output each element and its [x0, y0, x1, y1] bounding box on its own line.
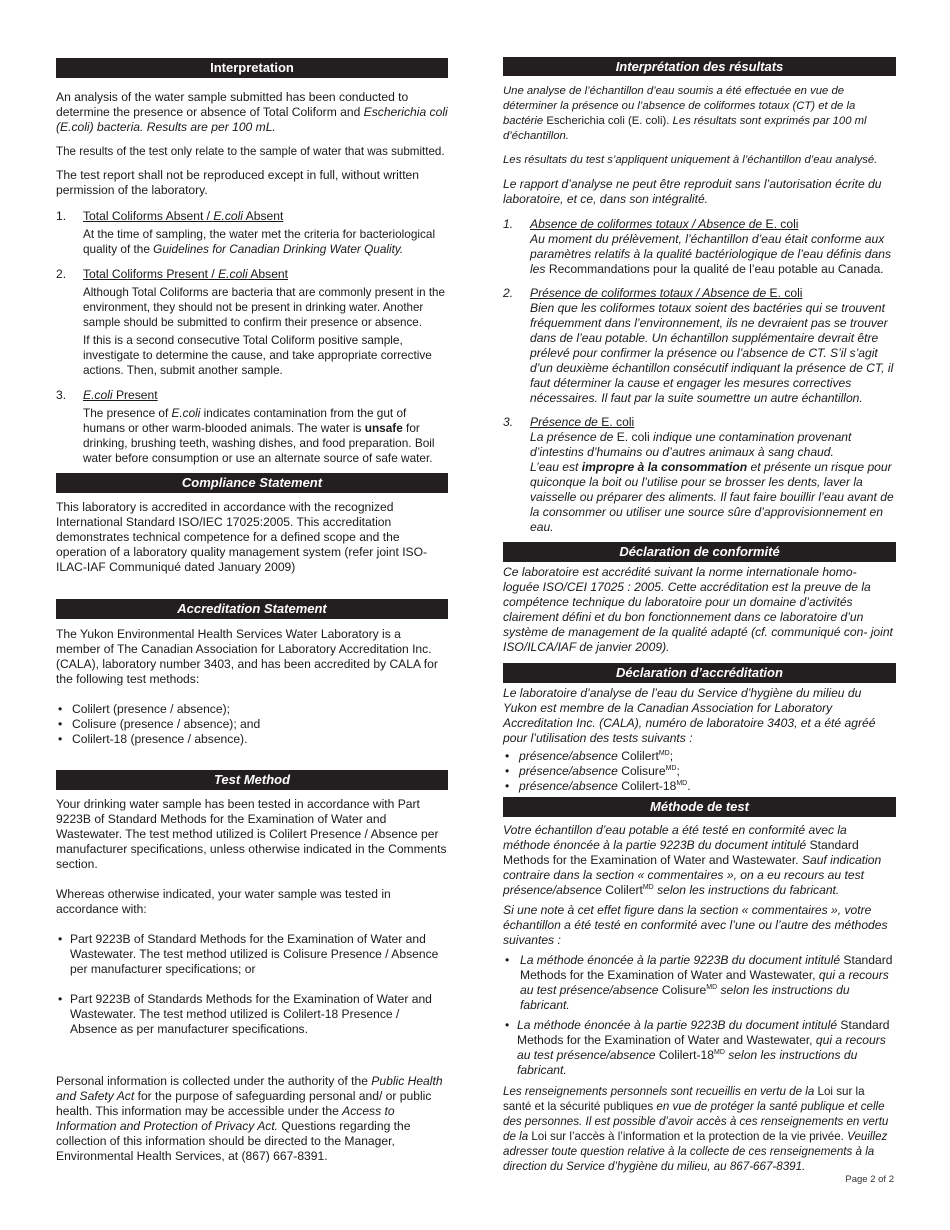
list-item-text: Colilert — [617, 749, 659, 763]
list-item — [503, 1018, 896, 1078]
desc-text: Recommandations pour la qualité de l’eau potable au Canada. — [545, 262, 884, 276]
privacy-notice — [56, 1074, 448, 1164]
privacy-text: Questions regarding the collection of this information should be directed to the Manager, Environmental Health Services, at (867) 667-8391. — [56, 1119, 411, 1163]
act-name: Public Health and Safety Act — [56, 1074, 443, 1103]
fr-text: Les renseignements personnels sont recueillis en vertu de la — [503, 1085, 815, 1098]
fr-text: Sauf indication contraire dans la section « commentaires », on a eu recours au test présence/absence — [503, 853, 882, 897]
test-method-fr-note: Si une note à cet effet figure dans la section « commentaires », votre échantillon a été testé en conformité avec l’une ou l’autre des méthodes suivantes : — [503, 903, 888, 947]
test-method-heading: Test Method — [56, 770, 448, 790]
fr-text: Colisure — [658, 983, 707, 997]
test-method-fr-text — [503, 823, 896, 898]
fr-accredited-methods-list — [503, 749, 896, 794]
list-item — [56, 992, 448, 1037]
list-item — [503, 953, 896, 1013]
list-item-text: présence/absence — [519, 779, 618, 793]
list-item-text: présence/absence — [519, 764, 618, 778]
fr-text: Colilert-18 — [655, 1048, 714, 1062]
list-item-text: Colisure — [617, 764, 666, 778]
privacy-fr-notice — [503, 1084, 896, 1174]
item-description-2: If this is a second consecutive Total Coliform positive sample, investigate to determine the cause, and take appropriate corrective actions. Then, submit another sample. — [83, 333, 432, 377]
desc-text: for drinking, brushing teeth, washing dishes, and food preparation. Boil water before consumption or use an alternate source of safe water. — [83, 421, 435, 465]
list-item-text: Colilert-18 (presence / absence). — [72, 732, 248, 746]
accreditation-fr-heading: Déclaration d’accréditation — [503, 663, 896, 683]
list-item-text: ; — [676, 764, 680, 778]
trademark-sup: MD — [658, 750, 670, 757]
compliance-text: This laboratory is accredited in accordance with the recognized International Standard ISO/IEC 17025:2005. This accreditation demonstrates technical competence for a defined scope and the operation of a laboratory quality management system (refer joint ISO-ILAC-IAF Communiqué dated January 2009) — [56, 500, 428, 574]
fr-text: Les résultats sont exprimés par 100 ml d’échantillon. — [503, 115, 867, 142]
fr-text: La méthode énoncée à la partie 9223B du document intitulé — [517, 1018, 838, 1032]
result-item-2 — [56, 267, 448, 378]
item-title — [530, 415, 896, 430]
result-item-1 — [56, 209, 448, 257]
fr-text: Veuillez adresser toute question relative à la collecte de ces renseignements à la direction du Service d’hygiène du milieu, au 867-667-8391. — [503, 1130, 888, 1173]
item-description: Bien que les coliformes totaux soient des bactéries qui se trouvent fréquemment dans l’environnement, ils ne devraient pas se trouver dans de l’eau potable. Un échantillon supplémentaire devrait être prélevé pour confirmer la présence ou l’absence de CT. S’il s’agit d’un deuxième échantillon consécutif indiquant la présence de CT, il faut déterminer la cause et engager les mesures correctives nécessaires. Il faut par la suite soumettre un autre échantillon. — [530, 301, 894, 405]
unfit-emphasis: impropre à la consommation — [581, 460, 748, 474]
item-title — [530, 217, 896, 232]
bullet-glyph: • — [505, 764, 510, 778]
list-item — [56, 717, 448, 732]
unsafe-emphasis: unsafe — [364, 421, 403, 435]
compliance-fr-heading: Déclaration de conformité — [503, 542, 896, 562]
item-title — [530, 286, 896, 301]
intro-italic-text: Escherichia coli (E.coli) bacteria. Results are per 100 mL. — [56, 105, 448, 134]
bullet-glyph: • — [505, 779, 510, 793]
trademark-sup: MD — [642, 884, 654, 891]
desc-text: indicates contamination from the gut of humans or other warm-blooded animals. The water is — [83, 406, 407, 435]
list-item-text: Part 9223B of Standards Methods for the Examination of Water and Wastewater. The test method utilized is Colilert-18 Presence / Absence as per manufacturer specifications. — [70, 992, 432, 1036]
act-name: Loi sur la santé et la sécurité publiques — [503, 1085, 865, 1113]
title-part: Absence de coliformes totaux / Absence de — [530, 217, 763, 231]
item-description: Although Total Coliforms are bacteria that are commonly present in the environment, they should not be present in drinking water. Another sample should be submitted to confirm their presence or absence. — [83, 286, 445, 329]
accreditation-heading: Accreditation Statement — [56, 599, 448, 619]
item-description-2 — [530, 460, 896, 535]
item-number: 1. — [503, 217, 514, 231]
desc-text: et présente un risque pour quiconque la boit ou l’utilise pour se brosser les dents, laver la vaisselle ou préparer des aliments. Il faut faire bouillir l’eau avant de la consommer ou utiliser une source sûre d’approvisionnement en eau. — [530, 460, 894, 534]
list-item-text: . — [687, 779, 691, 793]
bullet-glyph: • — [58, 932, 63, 946]
trademark-sup: MD — [665, 765, 677, 772]
trademark-sup: MD — [706, 984, 718, 991]
list-item-text: Colilert-18 — [617, 779, 677, 793]
item-number: 2. — [56, 267, 67, 281]
fr-text: qui a recours au test présence/absence — [517, 1033, 886, 1062]
desc-text: L’eau est — [530, 460, 582, 474]
act-name: Access to Information and Protection of Privacy Act. — [56, 1104, 395, 1133]
french-column — [503, 57, 896, 1174]
test-method-fr-heading: Méthode de test — [503, 797, 896, 817]
list-item — [56, 932, 448, 977]
list-item — [56, 732, 448, 747]
title-part: Present — [112, 388, 158, 402]
title-part: Absent — [247, 267, 289, 281]
report-reproduction-paragraph: The test report shall not be reproduced except in full, without written permission of the laboratory. — [56, 168, 420, 197]
results-relate-paragraph: The results of the test only relate to the sample of water that was submitted. — [56, 145, 445, 158]
accreditation-fr-text: Le laboratoire d’analyse de l’eau du Service d’hygiène du milieu du Yukon est membre de la Canadian Association for Laboratory Accreditation Inc. (CALA), numéro de laboratoire 3403, et a été agréé pour l’utilisation des tests suivants : — [503, 686, 876, 745]
fr-text: La méthode énoncée à la partie 9223B du document intitulé — [520, 953, 841, 967]
accredited-methods-list — [56, 702, 448, 747]
item-title — [83, 388, 448, 403]
desc-text: Au moment du prélèvement, l’échantillon d’eau était conforme aux paramètres relatifs à la qualité bactériologique de l’eau définis dans les — [530, 232, 892, 276]
fr-result-item-2 — [503, 286, 896, 406]
fr-text: Standard Methods for the Examination of Water and Wastewater, — [517, 1018, 890, 1047]
compliance-fr-text: Ce laboratoire est accrédité suivant la norme internationale homo- loguée ISO/CEI 17025 : 2005. Cette accréditation est la preuve de la compétence technique du laboratoire pour un domaine d’activités clairement défini et du bon fonctionnement dans ce laboratoire d’un système de management de la qualité adapté (cf. communiqué con- joint ISO/ILCA/IAF de janvier 2009). — [503, 565, 893, 654]
desc-text: At the time of sampling, the water met the criteria for bacteriological quality of the — [83, 227, 436, 256]
title-part: Total Coliforms Present / — [83, 267, 219, 281]
list-item — [503, 764, 896, 779]
accreditation-text: The Yukon Environmental Health Services Water Laboratory is a member of The Canadian Association for Laboratory Accreditation Inc. (CALA), laboratory number 3403, and has been accredited by CALA for the following test methods: — [56, 627, 438, 686]
intro-text: An analysis of the water sample submitted has been conducted to determine the presence or absence of Total Coliform and — [56, 90, 409, 119]
interpretation-fr-heading: Interprétation des résultats — [503, 57, 896, 76]
list-item — [503, 749, 896, 764]
item-number: 1. — [56, 209, 67, 223]
item-description — [530, 232, 896, 277]
bullet-glyph: • — [505, 749, 510, 763]
privacy-text: for the purpose of safeguarding personal and/ or public health. This information may be accessible under the — [56, 1089, 432, 1118]
desc-text: indique une contamination provenant d’intestins d’humains ou d’autres animaux à sang chaud. — [530, 430, 852, 459]
list-item-text: présence/absence — [519, 749, 618, 763]
list-item — [56, 702, 448, 717]
test-method-text: Your drinking water sample has been tested in accordance with Part 9223B of Standard Methods for the Examination of Water and Wastewater. The test method utilized is Colilert Presence / Absence per manufacturer specifications, unless otherwise indicated in the Comments section. — [56, 797, 447, 871]
fr-text: selon les instructions du fabricant. — [653, 883, 840, 897]
item-title — [83, 209, 448, 224]
title-part: E.coli — [83, 388, 113, 402]
page-number: Page 2 of 2 — [845, 1174, 894, 1185]
list-item — [503, 779, 896, 794]
fr-text: Escherichia coli (E. coli). — [543, 115, 673, 127]
item-description — [83, 227, 448, 257]
title-part: E. coli — [597, 415, 635, 429]
list-item-text: ; — [669, 749, 674, 763]
fr-result-item-3 — [503, 415, 896, 535]
act-name: Loi sur l’accès à l’information et la protection de la vie privée. — [528, 1130, 848, 1143]
list-item-text: Part 9223B of Standard Methods for the Examination of Water and Wastewater. The test method utilized is Colisure Presence / Absence per manufacturer specifications; or — [70, 932, 439, 976]
bullet-glyph: • — [505, 1018, 510, 1032]
bullet-glyph: • — [58, 702, 63, 716]
fr-text: Une analyse de l’échantillon d’eau soumis a été effectuée en vue de déterminer la présence ou l’absence de coliformes totaux (CT) et de la bactérie — [503, 85, 856, 127]
item-title — [83, 267, 448, 282]
fr-reproduction-paragraph: Le rapport d’analyse ne peut être reproduit sans l’autorisation écrite du laboratoire, et ce, dans son intégralité. — [503, 177, 882, 206]
privacy-text: Personal information is collected under the authority of the — [56, 1074, 372, 1088]
item-number: 3. — [503, 415, 514, 429]
english-column — [56, 57, 448, 1163]
fr-text: en vue de protéger la santé publique et celle des personnes. Il est possible d’avoir accès à ces renseignements en vertu de la — [503, 1100, 889, 1143]
fr-text: Votre échantillon d’eau potable a été testé en conformité avec la méthode énoncée à la partie 9223B du document intitulé — [503, 823, 847, 852]
fr-text: qui a recours au test présence/absence — [520, 968, 889, 997]
bullet-glyph: • — [58, 732, 63, 746]
title-part: E. coli — [762, 217, 799, 231]
desc-italic: E.coli — [171, 406, 201, 420]
item-number: 2. — [503, 286, 514, 300]
compliance-heading: Compliance Statement — [56, 473, 448, 493]
title-part: Présence de coliformes totaux / Absence de — [530, 286, 767, 300]
item-description — [530, 430, 896, 460]
desc-text: La présence de — [530, 430, 614, 444]
fr-text: Standard Methods for the Examination of Water and Wastewater. — [503, 838, 859, 867]
bullet-glyph: • — [505, 953, 510, 967]
test-method-otherwise: Whereas otherwise indicated, your water sample was tested in accordance with: — [56, 887, 391, 916]
interpretation-intro-paragraph — [56, 90, 448, 135]
list-item-text: Colisure (presence / absence); and — [72, 717, 261, 731]
item-description — [83, 406, 448, 466]
title-part: Absent — [242, 209, 284, 223]
fr-text: Colilert — [601, 883, 643, 897]
title-part: Total Coliforms Absent / — [83, 209, 214, 223]
interpretation-heading: Interpretation — [56, 58, 448, 78]
item-number: 3. — [56, 388, 67, 402]
title-part: E. coli — [766, 286, 803, 300]
bullet-glyph: • — [58, 992, 63, 1006]
list-item-text: Colilert (presence / absence); — [72, 702, 230, 716]
title-part: Présence de — [530, 415, 598, 429]
title-part: E.coli — [213, 209, 243, 223]
fr-text: selon les instructions du fabricant. — [517, 1048, 858, 1077]
fr-results-paragraph: Les résultats du test s’appliquent uniquement à l’échantillon d’eau analysé. — [503, 154, 878, 166]
fr-text: Standard Methods for the Examination of Water and Wastewater, — [520, 953, 893, 982]
fr-intro-paragraph — [503, 84, 896, 144]
desc-text: E. coli — [613, 430, 654, 444]
title-part: E.coli — [218, 267, 248, 281]
fr-result-item-1 — [503, 217, 896, 277]
desc-text: The presence of — [83, 406, 172, 420]
trademark-sup: MD — [676, 780, 688, 787]
fr-text: selon les instructions du fabricant. — [520, 983, 850, 1012]
result-item-3 — [56, 388, 448, 466]
desc-italic: Guidelines for Canadian Drinking Water Quality. — [153, 242, 404, 256]
bullet-glyph: • — [58, 717, 63, 731]
trademark-sup: MD — [713, 1049, 725, 1056]
